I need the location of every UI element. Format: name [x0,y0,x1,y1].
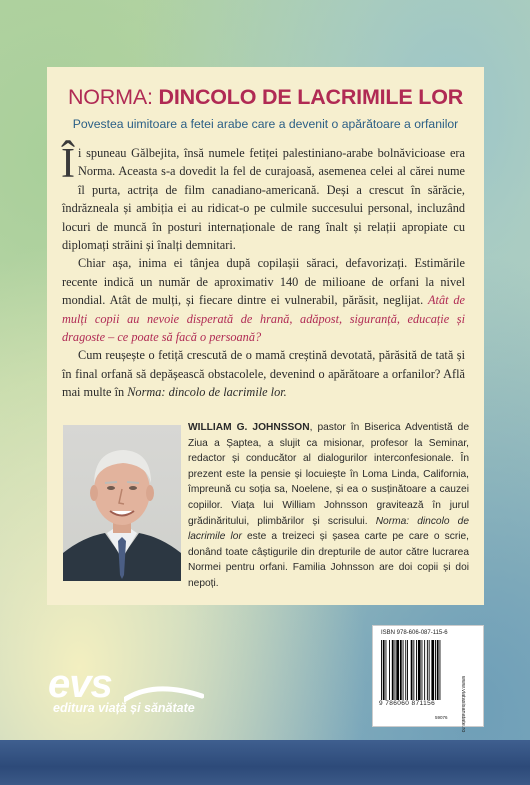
publisher-logo [44,662,224,718]
book-subtitle: Povestea uimitoare a fetei arabe care a devenit o apărătoare a orfanilor [72,117,459,131]
drop-cap: Î [61,141,75,187]
barcode-image [381,640,465,700]
website-label: www.viatasisanatate.ro [460,676,466,733]
product-code: 59076 [435,715,448,720]
author-photo [63,425,181,581]
title-light: NORMA: [67,85,159,109]
publisher-name: editura viață și sănătate [53,701,195,715]
paragraph-2-emphasis: Atât de mulți copii au nevoie disperată de hrană, adăpost, siguranță, educație și dragoste – ce poate să facă o persoană? [62,293,465,345]
bio-text-2: este a treizeci și șasea carte pe care o scrie, donând toate câștigurile din drepturile de autor către lucrarea Normei pentru orfani. Familia Johnsson are doi copii și doi nepoți. [188,531,469,589]
author-name: WILLIAM G. JOHNSSON [188,422,310,433]
barcode-block [372,625,484,733]
paragraph-2-text: Chiar așa, inima ei tânjea după copilașii săraci, defavorizați. Estimările recente indică un număr de aproximativ 140 de milioane de orfani la nivel mondial. Atât de mulți, și fiecare dintre ei vulnerabil, părăsit, neglijat. [62,256,465,308]
paragraph-3-italic: Norma: dincolo de lacrimile lor. [127,385,287,400]
author-bio [188,420,469,592]
logo-evs-text: evs [48,662,112,706]
synopsis-paragraph-1 [61,141,465,254]
barcode-digits: 9 786060 871156 [379,700,436,707]
paragraph-1-text: i spuneau Gălbejita, însă numele fetiței palestiniano-arabe bolnăvicioase era Norma. Aceasta s-a dovedit la fel de curajoasă, asemenea celei al cărei nume îl purta, actrița de film canadiano-americană. Deși a crescut în sărăcie, îndrăzneala și ambiția ei au ridicat-o pe culmile succesului personal, incluzând locuri de muncă în posturi internaționale de rang înalt și relații apropiate cu diplomați străini și înalți demnitari. [62,146,465,253]
paragraph-3-text: Cum reușește o fetiță crescută de o mamă creștină devotată, părăsită de tată și în final orfană să depășească obstacolele, devenind o apărătoare a orfanilor? Află mai multe în [62,348,465,400]
back-cover-panel [47,67,484,605]
synopsis [61,141,465,402]
synopsis-paragraph-2 [62,254,465,346]
title-bold: DINCOLO DE LACRIMILE LOR [158,85,464,109]
bio-book-title: Norma: dincolo de lacrimile lor [188,515,469,543]
synopsis-paragraph-3 [62,346,465,401]
bottom-band [0,740,530,785]
isbn-label: ISBN 978-606-087-115-6 [381,630,448,636]
book-title [47,85,484,110]
bio-text-1: , pastor în Biserica Adventistă de Ziua a Șaptea, a slujit ca misionar, profesor la Seminar, redactor și conducător al dialogurilor interconfesionale. În prezent este la pensie și locuiește în Loma Linda, California, împreună cu soția sa, Noelene, și ea o susținătoare a cauzei copiilor. Viața lui William Johnsson gravitează în jurul grădinăritului, plimbărilor și scrisului. [188,422,469,527]
